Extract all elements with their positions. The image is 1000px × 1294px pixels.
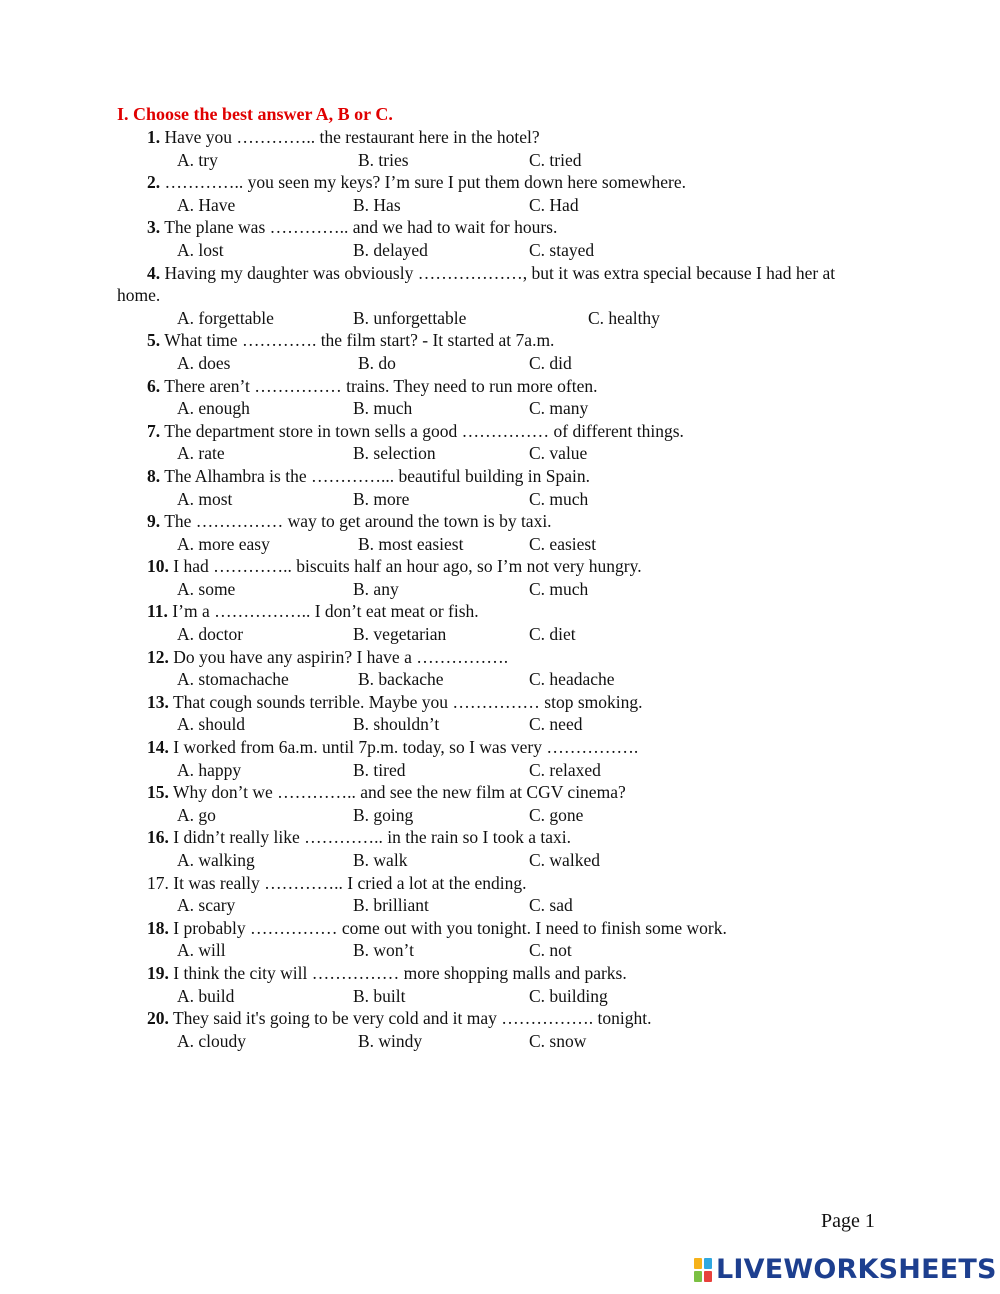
- answer-option-c[interactable]: C. healthy: [588, 307, 660, 328]
- answer-options: [0, 985, 1000, 1008]
- question-number: 5.: [147, 330, 161, 351]
- question-stem: [0, 781, 1000, 804]
- question-item: [0, 329, 1000, 374]
- question-item: [0, 826, 1000, 871]
- answer-options: [0, 668, 1000, 691]
- answer-options: [0, 713, 1000, 736]
- question-text: Do you have any aspirin? I have a …………….: [173, 646, 509, 667]
- question-stem: [0, 465, 1000, 488]
- answer-option-c[interactable]: C. diet: [529, 624, 576, 645]
- question-text: I had ………….. biscuits half an hour ago, so I’m not very hungry.: [173, 556, 642, 577]
- answer-option-c[interactable]: C. not: [529, 940, 572, 961]
- answer-option-a[interactable]: A. cloudy: [177, 1030, 247, 1051]
- answer-options: [0, 488, 1000, 511]
- answer-option-b[interactable]: B. vegetarian: [353, 624, 447, 645]
- question-number: 8.: [147, 465, 161, 486]
- question-number: 4.: [147, 262, 161, 283]
- question-text: Having my daughter was obviously ………………, but it was extra special because I had her at home.: [117, 262, 836, 306]
- question-text: That cough sounds terrible. Maybe you …………… stop smoking.: [172, 691, 643, 712]
- question-text: The Alhambra is the …………... beautiful building in Spain.: [164, 465, 590, 486]
- answer-option-c[interactable]: C. much: [529, 488, 589, 509]
- question-text: The department store in town sells a good …………… of different things.: [164, 420, 684, 441]
- answer-option-a[interactable]: A. will: [177, 940, 226, 961]
- question-item: [0, 781, 1000, 826]
- answer-options: [0, 442, 1000, 465]
- page-number: Page 1: [821, 1210, 875, 1232]
- answer-option-b[interactable]: B. Has: [353, 194, 401, 215]
- answer-option-b[interactable]: B. walk: [353, 850, 408, 870]
- question-text: I didn’t really like ………….. in the rain so I took a taxi.: [173, 827, 571, 848]
- answer-option-c[interactable]: C. easiest: [529, 533, 597, 554]
- answer-option-b[interactable]: B. tired: [353, 759, 406, 780]
- answer-option-a[interactable]: A. build: [177, 985, 235, 1006]
- answer-options: [0, 352, 1000, 375]
- answer-options: [0, 759, 1000, 782]
- answer-option-c[interactable]: C. need: [529, 714, 583, 735]
- question-number: 14.: [147, 737, 169, 758]
- question-stem: [0, 555, 1000, 578]
- answer-option-b[interactable]: B. shouldn’t: [353, 714, 440, 735]
- answer-option-b[interactable]: B. much: [353, 398, 413, 419]
- answer-option-a[interactable]: A. stomachache: [177, 669, 289, 690]
- answer-option-c[interactable]: C. tried: [529, 149, 582, 170]
- question-item: [0, 126, 1000, 171]
- answer-option-c[interactable]: C. headache: [529, 669, 615, 690]
- answer-option-c[interactable]: C. snow: [529, 1030, 587, 1051]
- question-stem: [0, 691, 1000, 714]
- answer-option-c[interactable]: C. Had: [529, 194, 579, 215]
- answer-options: [0, 1030, 1000, 1053]
- answer-option-a[interactable]: A. walking: [177, 850, 255, 870]
- answer-option-c[interactable]: C. many: [529, 398, 589, 419]
- answer-option-b[interactable]: B. unforgettable: [353, 307, 467, 328]
- answer-options: [0, 804, 1000, 827]
- question-number: 16.: [147, 827, 169, 848]
- answer-options: [0, 533, 1000, 556]
- question-stem: [0, 329, 1000, 352]
- answer-option-c[interactable]: C. sad: [529, 895, 573, 916]
- question-stem: [0, 171, 1000, 194]
- question-item: [0, 646, 1000, 691]
- answer-options: [0, 149, 1000, 172]
- question-stem: [0, 962, 1000, 985]
- answer-option-a[interactable]: A. rate: [177, 443, 225, 464]
- question-text: The plane was ………….. and we had to wait for hours.: [164, 217, 558, 238]
- answer-option-c[interactable]: C. stayed: [529, 239, 595, 260]
- answer-option-c[interactable]: C. value: [529, 443, 588, 464]
- answer-option-c[interactable]: C. walked: [529, 850, 600, 870]
- question-text: They said it's going to be very cold and it may ……………. tonight.: [172, 1008, 652, 1029]
- answer-option-b[interactable]: B. backache: [358, 669, 444, 690]
- question-text: Have you ………….. the restaurant here in the hotel?: [164, 127, 540, 147]
- answer-options: [0, 307, 1000, 330]
- liveworksheets-logo-icon: [694, 1258, 712, 1282]
- question-number: 10.: [147, 556, 169, 577]
- question-item: [0, 216, 1000, 261]
- answer-options: [0, 894, 1000, 917]
- question-item: [0, 691, 1000, 736]
- answer-option-a[interactable]: A. happy: [177, 759, 242, 780]
- question-item: [0, 555, 1000, 600]
- question-item: [0, 962, 1000, 1007]
- question-text: ………….. you seen my keys? I’m sure I put them down here somewhere.: [164, 172, 686, 193]
- question-item: [0, 420, 1000, 465]
- question-stem: [0, 646, 1000, 669]
- question-number: 19.: [147, 962, 169, 983]
- question-text: I probably …………… come out with you tonight. I need to finish some work.: [173, 917, 727, 938]
- answer-options: [0, 397, 1000, 420]
- question-item: [0, 375, 1000, 420]
- question-stem: [0, 917, 1000, 940]
- question-text: I think the city will …………… more shopping malls and parks.: [173, 962, 627, 983]
- question-item: [0, 872, 1000, 917]
- question-item: [0, 262, 1000, 330]
- question-stem: [0, 510, 1000, 533]
- question-item: [0, 600, 1000, 645]
- answer-option-c[interactable]: C. much: [529, 578, 589, 599]
- question-text: The …………… way to get around the town is by taxi.: [164, 511, 552, 532]
- question-stem: [0, 262, 877, 307]
- question-text: What time …………. the film start? - It started at 7a.m.: [164, 330, 555, 351]
- question-stem: [0, 126, 1000, 149]
- answer-option-b[interactable]: B. more: [353, 488, 410, 509]
- question-text: I worked from 6a.m. until 7p.m. today, so I was very …………….: [173, 737, 639, 758]
- question-number: 2.: [147, 172, 161, 193]
- question-stem: [0, 872, 1000, 895]
- answer-option-c[interactable]: C. did: [529, 352, 572, 373]
- answer-option-b[interactable]: B. selection: [353, 443, 436, 464]
- answer-option-c[interactable]: C. relaxed: [529, 759, 601, 780]
- answer-option-a[interactable]: A. more easy: [177, 533, 270, 554]
- question-stem: [0, 826, 1000, 849]
- question-item: [0, 510, 1000, 555]
- answer-options: [0, 849, 1000, 872]
- question-number: 20.: [147, 1008, 169, 1029]
- answer-option-a[interactable]: A. scary: [177, 895, 236, 916]
- question-number: 15.: [147, 782, 169, 803]
- answer-option-a[interactable]: A. try: [177, 149, 218, 170]
- answer-option-a[interactable]: A. should: [177, 714, 246, 735]
- question-number: 9.: [147, 511, 161, 532]
- answer-option-b[interactable]: B. built: [353, 985, 406, 1006]
- answer-option-b[interactable]: B. most easiest: [358, 533, 464, 554]
- question-stem: [0, 216, 1000, 239]
- question-stem: [0, 375, 1000, 398]
- answer-options: [0, 939, 1000, 962]
- answer-option-b[interactable]: B. do: [358, 352, 396, 373]
- question-stem: [0, 736, 1000, 759]
- answer-option-a[interactable]: A. doctor: [177, 624, 244, 645]
- question-list: [0, 126, 1000, 1052]
- question-number: 17.: [147, 872, 169, 893]
- answer-options: [0, 578, 1000, 601]
- answer-option-c[interactable]: C. building: [529, 985, 608, 1006]
- answer-option-a[interactable]: A. forgettable: [177, 307, 274, 328]
- question-number: 6.: [147, 375, 161, 396]
- question-text: I’m a …………….. I don’t eat meat or fish.: [172, 601, 479, 622]
- question-text: There aren’t …………… trains. They need to run more often.: [164, 375, 598, 396]
- answer-option-b[interactable]: B. delayed: [353, 239, 428, 260]
- question-item: [0, 736, 1000, 781]
- answer-option-a[interactable]: A. does: [177, 352, 231, 373]
- question-item: [0, 917, 1000, 962]
- answer-options: [0, 194, 1000, 217]
- question-stem: [0, 420, 1000, 443]
- question-item: [0, 171, 1000, 216]
- question-number: 18.: [147, 917, 169, 938]
- question-stem: [0, 1007, 1000, 1030]
- answer-options: [0, 623, 1000, 646]
- question-number: 3.: [147, 217, 161, 238]
- question-text: Why don’t we ………….. and see the new film at CGV cinema?: [172, 782, 626, 803]
- answer-option-a[interactable]: A. some: [177, 578, 236, 599]
- answer-option-a[interactable]: A. lost: [177, 239, 224, 260]
- answer-option-b[interactable]: B. any: [353, 578, 399, 599]
- question-text: It was really ………….. I cried a lot at the ending.: [173, 872, 527, 893]
- brand-name: LIVEWORKSHEETS: [716, 1254, 997, 1285]
- answer-option-b[interactable]: B. tries: [358, 149, 409, 170]
- answer-option-b[interactable]: B. going: [353, 804, 414, 825]
- answer-option-b[interactable]: B. brilliant: [353, 895, 429, 916]
- question-number: 13.: [147, 691, 169, 712]
- answer-option-a[interactable]: A. most: [177, 488, 233, 509]
- answer-option-b[interactable]: B. windy: [358, 1030, 423, 1051]
- question-item: [0, 1007, 1000, 1052]
- question-number: 1.: [147, 127, 161, 147]
- answer-option-a[interactable]: A. Have: [177, 194, 236, 215]
- answer-options: [0, 239, 1000, 262]
- question-number: 11.: [147, 601, 168, 622]
- question-item: [0, 465, 1000, 510]
- answer-option-a[interactable]: A. go: [177, 804, 216, 825]
- question-number: 12.: [147, 646, 169, 667]
- section-heading: I. Choose the best answer A, B or C.: [117, 104, 393, 124]
- answer-option-c[interactable]: C. gone: [529, 804, 584, 825]
- question-number: 7.: [147, 420, 161, 441]
- answer-option-a[interactable]: A. enough: [177, 398, 250, 419]
- answer-option-b[interactable]: B. won’t: [353, 940, 414, 961]
- question-stem: [0, 600, 1000, 623]
